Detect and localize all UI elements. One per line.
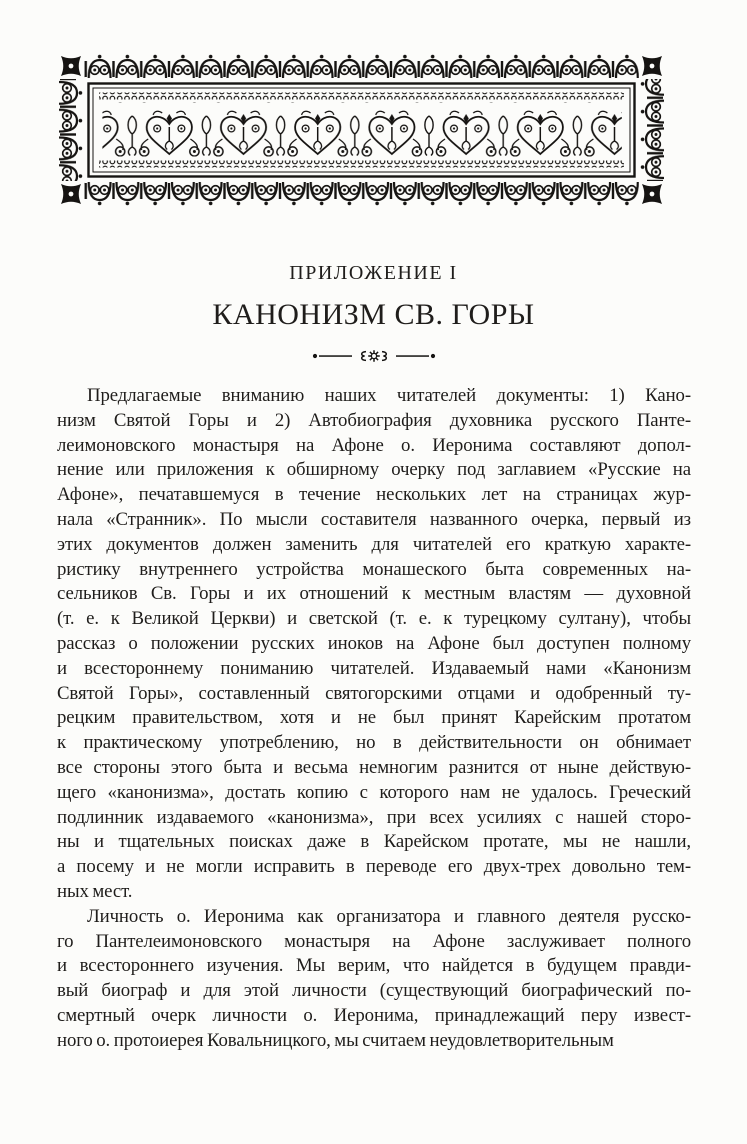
fleuron-rule-divider-icon xyxy=(312,349,436,363)
text-line: ных мест. xyxy=(57,880,133,902)
text-line: го Пантелеимоновского монастыря на Афоне заслуживает полного xyxy=(57,930,691,952)
text-line: к практическому употреблению, но в действительности он обнимает xyxy=(57,732,691,754)
appendix-label: ПРИЛОЖЕНИЕ I xyxy=(289,262,458,284)
text-line: нение или приложения к обширному очерку под заглавием «Русские на xyxy=(57,459,691,481)
text-line: все стороны этого быта и весьма немногим разнится от ныне действую- xyxy=(57,756,691,778)
text-line: (т. е. к Великой Церкви) и светской (т. е. к турецкому султану), чтобы xyxy=(57,608,691,630)
text-line: леимоновского монастыря на Афоне о. Иеронима составляют допол- xyxy=(57,434,691,456)
paragraph xyxy=(57,905,691,1054)
text-line: Личность о. Иеронима как организатора и главного деятеля русско- xyxy=(87,905,691,927)
text-line: щего «канонизма», достать копию с которого нам не удалось. Греческий xyxy=(57,781,691,803)
text-line: и всестороннего изучения. Мы верим, что найдется в будущем правди- xyxy=(57,955,691,977)
divider-ornament xyxy=(0,349,747,368)
text-block xyxy=(57,384,691,1054)
text-line: Святой Горы», составленный святогорскими отцами и одобренный ту- xyxy=(57,682,691,704)
text-line: Афоне», печатавшемуся в течение нескольких лет на страницах жур- xyxy=(57,484,691,506)
text-line: а посему и не могли исправить в переводе его двух-трех довольно тем- xyxy=(57,856,691,878)
text-line: рассказ о положении русских иноков на Афоне был доступен полному xyxy=(57,632,691,654)
text-line: ны и тщательных поисках даже в Карейском протате, мы не нашли, xyxy=(57,831,691,853)
text-line: ристику внутреннего устройства монашеского быта современных на- xyxy=(57,558,691,580)
text-line: этих документов должен заменить для читателей его краткую характе- xyxy=(57,533,691,555)
paragraph xyxy=(57,384,691,905)
text-line: и всестороннему пониманию читателей. Издаваемый нами «Канонизм xyxy=(57,657,691,679)
page-title: КАНОНИЗМ СВ. ГОРЫ xyxy=(212,298,535,331)
text-line: смертный очерк личности о. Иеронима, принадлежащий перу извест- xyxy=(57,1004,691,1026)
woodcut-floral-border-icon xyxy=(58,53,665,207)
text-line: подлинник издаваемого «канонизма», при всех усилиях с нашей сторо- xyxy=(57,806,691,828)
text-line: Предлагаемые вниманию наших читателей документы: 1) Кано- xyxy=(87,385,691,406)
headpiece-ornament xyxy=(58,53,665,207)
text-line: ного о. протоиерея Ковальницкого, мы считаем неудовлетворительным xyxy=(57,1029,614,1051)
text-line: нала «Странник». По мысли составителя названного очерка, первый из xyxy=(57,508,691,530)
text-line: вый биограф и для этой личности (существующий биографический по- xyxy=(57,980,691,1002)
text-line: низм Святой Горы и 2) Автобиография духовника русского Панте- xyxy=(57,409,691,431)
text-line: рецким правительством, хотя и не был принят Карейским протатом xyxy=(57,707,691,729)
text-line: сельников Св. Горы и их отношений к местным властям — духовной xyxy=(57,583,691,605)
